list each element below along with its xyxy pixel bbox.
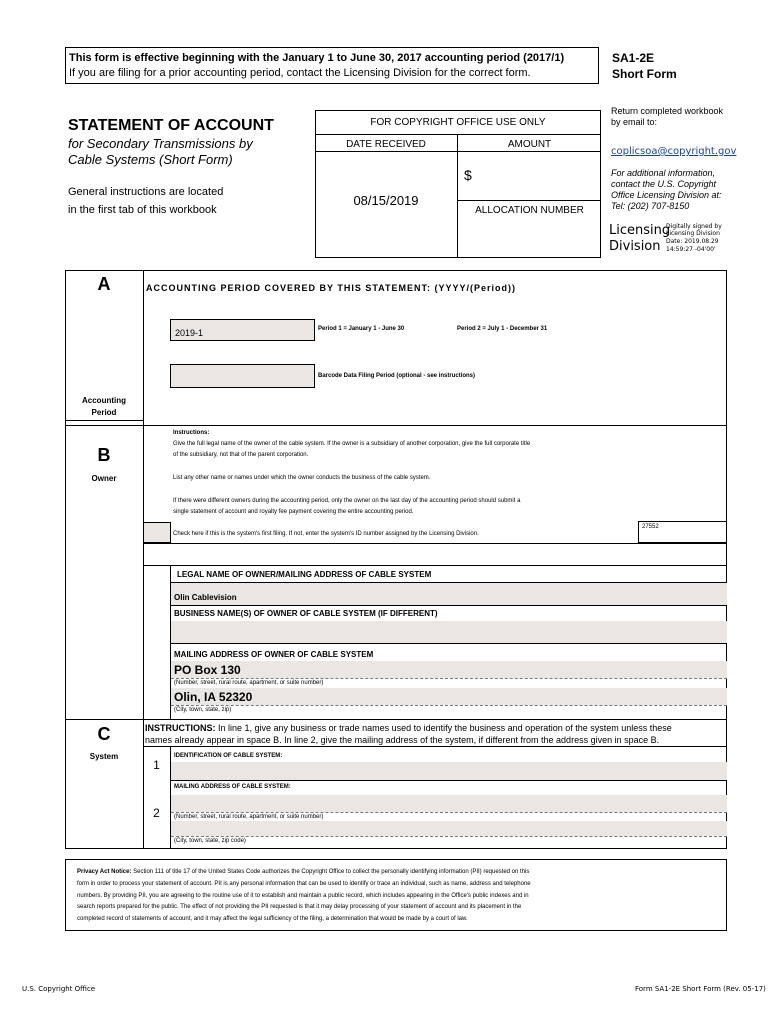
section-c-instructions (145, 722, 672, 746)
form-code: SA1-2E (612, 51, 655, 65)
address-line-hint: (Number, street, rural route, apartment, or suite number) (174, 680, 324, 686)
amount-label: AMOUNT (507, 139, 552, 150)
section-a-heading: ACCOUNTING PERIOD COVERED BY THIS STATEMENT: (YYYY/(Period)) (146, 283, 517, 293)
identification-input[interactable] (171, 762, 727, 780)
section-b-instructions-title: Instructions: (173, 430, 210, 436)
signature-word1: Licensing (609, 223, 671, 238)
section-b-instr-2: of the subsidiary, not that of the parent corporation. (173, 452, 309, 458)
system-city-input[interactable] (171, 821, 727, 836)
section-b-instr-5: single statement of account and royalty fee payment covering the entire accounting period. (173, 509, 414, 515)
section-c-instr-bold: INSTRUCTIONS: (145, 723, 216, 733)
section-c-line2-number: 2 (153, 806, 160, 820)
section-c-instr-line1 (145, 722, 672, 734)
privacy-notice (77, 867, 531, 926)
office-use-header: FOR COPYRIGHT OFFICE USE ONLY (370, 117, 546, 128)
system-id-value: 27552 (642, 524, 659, 530)
general-instructions-1: General instructions are located (68, 186, 224, 198)
title-sub1: for Secondary Transmissions by (68, 136, 253, 151)
date-received-label: DATE RECEIVED (346, 139, 426, 150)
business-name-input[interactable] (171, 621, 727, 643)
signature-detail-3: Date: 2019.08.29 (666, 238, 719, 245)
info-text-3: Office Licensing Division at: (611, 190, 722, 200)
barcode-period-label: Barcode Data Filing Period (optional - see instructions) (318, 373, 476, 379)
title-sub2: Cable Systems (Short Form) (68, 152, 233, 167)
signature-detail-4: 14:59:27 -04'00' (666, 246, 716, 253)
page-title: STATEMENT OF ACCOUNT (68, 117, 274, 134)
section-a-letter: A (97, 274, 111, 294)
owner-name-input[interactable] (171, 583, 727, 605)
city-state-value: Olin, IA 52320 (174, 690, 253, 704)
section-b-instr-3: List any other name or names under which the owner conducts the business of the cable system. (173, 475, 431, 481)
system-address-hint: (Number, street, rural route, apartment, or suite number) (174, 814, 324, 820)
system-mailing-label: MAILING ADDRESS OF CABLE SYSTEM: (174, 784, 291, 790)
privacy-l4: search reports prepared for the public. The effect of not providing the PII requested is that it may delay processing of your statement of account and its placement in the (77, 904, 522, 911)
address-line-value: PO Box 130 (174, 663, 241, 677)
section-c-instr-2: names already appear in space B. In line 2, give the mailing address of the system, if different from the address given in space B. (145, 735, 660, 745)
accounting-period-value: 2019-1 (175, 328, 204, 338)
email-link[interactable]: coplicsoa@copyright.gov (611, 146, 737, 157)
return-text-2: by email to: (611, 117, 658, 127)
allocation-number-label: ALLOCATION NUMBER (475, 205, 584, 216)
system-city-hint: (City, town, state, zip code) (174, 838, 246, 844)
effective-notice-line1: This form is effective beginning with the January 1 to June 30, 2017 accounting period (2017/1) (69, 52, 565, 64)
city-state-input[interactable] (171, 688, 727, 705)
city-state-hint: (City, town, state, zip) (174, 707, 232, 713)
section-b-instr-4: If there were different owners during the accounting period, only the owner on the last day of the accounting period should submit a (173, 498, 521, 504)
privacy-l1: Section 111 of title 17 of the United States Code authorizes the Copyright Office to collect the personally identifying information (PII) requested on this (131, 869, 530, 875)
privacy-line-1 (77, 867, 531, 879)
return-text-1: Return completed workbook (611, 106, 724, 116)
general-instructions-2: in the first tab of this workbook (68, 204, 217, 216)
owner-name-value: Olin Cablevision (174, 593, 237, 602)
section-c-instr-1: In line 1, give any business or trade names used to identify the business and operation of the system unless these (215, 723, 672, 733)
system-address-input[interactable] (171, 795, 727, 812)
signature-word2: Division (609, 239, 661, 254)
info-tel: Tel: (202) 707-8150 (611, 201, 690, 211)
section-c-line1-number: 1 (153, 758, 160, 772)
date-received-value: 08/15/2019 (353, 193, 419, 208)
section-b-letter: B (97, 445, 111, 465)
identification-label: IDENTIFICATION OF CABLE SYSTEM: (174, 753, 283, 759)
address-line-input[interactable] (171, 661, 727, 678)
footer-right: Form SA1-2E Short Form (Rev. 05-17) (635, 985, 766, 993)
info-text-1: For additional information, (611, 168, 716, 178)
privacy-notice-title: Privacy Act Notice: (77, 869, 132, 875)
barcode-period-input[interactable] (170, 364, 315, 388)
amount-dollar: $ (464, 167, 472, 183)
info-text-2: contact the U.S. Copyright (611, 179, 717, 189)
business-name-label: BUSINESS NAME(S) OF OWNER OF CABLE SYSTEM (IF DIFFERENT) (174, 609, 438, 618)
first-filing-checkbox[interactable] (143, 522, 171, 543)
period1-legend: Period 1 = January 1 - June 30 (318, 326, 405, 332)
legal-name-label: LEGAL NAME OF OWNER/MAILING ADDRESS OF CABLE SYSTEM (177, 570, 432, 579)
signature-detail-2: Licensing Division (666, 230, 720, 237)
section-c-letter: C (97, 724, 111, 744)
privacy-l2: form in order to process your statement of account. PII is any personal information that can be used to identify or trace an individual, such as name, address and telephone (77, 880, 531, 887)
section-a-side-2: Period (91, 408, 117, 417)
period2-legend: Period 2 = July 1 - December 31 (457, 326, 548, 332)
office-use-box (315, 110, 601, 258)
effective-notice-line2: If you are filing for a prior accounting period, contact the Licensing Division for the correct form. (69, 67, 531, 79)
footer-left: U.S. Copyright Office (22, 985, 96, 993)
section-b-instr-1: Give the full legal name of the owner of the cable system. If the owner is a subsidiary of another corporation, give the full corporate title (173, 441, 531, 447)
privacy-l5: completed record of statements of account, and it may affect the legal sufficiency of the filing, a determination that would be made by a court of law. (77, 916, 468, 923)
signature-detail-1: Digitally signed by (666, 223, 722, 230)
first-filing-label: Check here if this is the system's first filing. If not, enter the system's ID number assigned by the Licensing Division. (173, 531, 479, 537)
section-b-side: Owner (91, 474, 117, 483)
mailing-address-label: MAILING ADDRESS OF OWNER OF CABLE SYSTEM (174, 650, 374, 659)
section-a-side-1: Accounting (82, 396, 126, 405)
form-name: Short Form (612, 67, 677, 81)
privacy-l3: numbers. By providing PII, you are agreeing to the routine use of it to establish and maintain a public record, which includes appearing in the Office's public indexes and in (77, 892, 529, 899)
section-c-side: System (89, 752, 119, 761)
